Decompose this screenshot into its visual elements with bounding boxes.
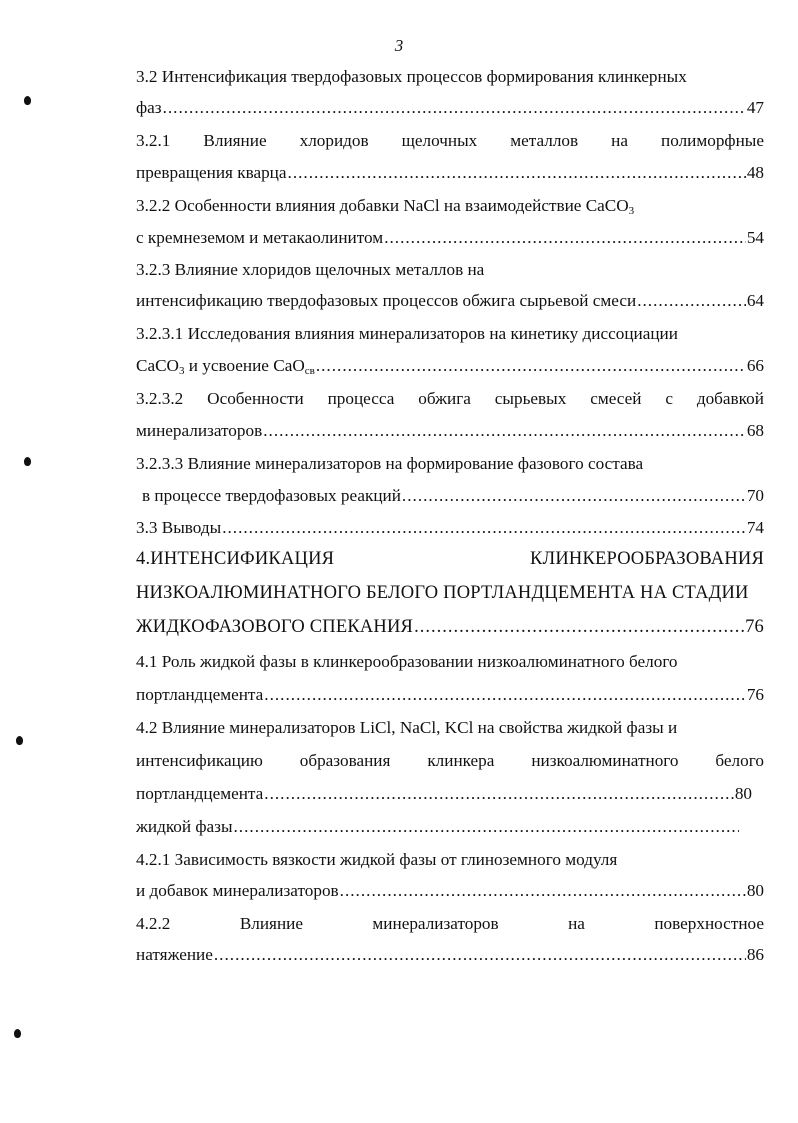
toc-page-number: 74 [746,518,764,537]
toc-entry-4-title [136,548,764,570]
toc-entry-3-2-3-2-title [136,388,764,410]
toc-entry-title: и добавок минерализаторов [136,881,339,900]
toc-page-number: 76 [745,617,764,637]
toc-entry-4-2-2 [136,944,764,966]
toc-word: 4.2.2 [136,914,171,933]
toc-page-number: 86 [746,945,764,964]
toc-entry-title: жидкой фазы [136,817,233,836]
toc-word: добавкой [696,389,764,408]
toc-entry-title: интенсификацию твердофазовых процессов обжига сырьевой смеси [136,291,637,310]
toc-entry-title: 3.3 Выводы [136,518,222,537]
dot-leader [234,816,740,838]
toc-word: 3.2.1 [136,131,171,150]
toc-word: обжига [418,389,471,408]
margin-speck [14,1029,21,1038]
toc-entry-3-2-2 [136,227,764,249]
toc-page-number: 64 [746,291,764,310]
toc-page-number: 54 [746,228,764,247]
toc-entry-title: в процессе твердофазовых реакций [142,486,401,505]
dot-leader [263,420,746,442]
toc-word: полиморфные [661,131,764,150]
toc-entry-3-2-3 [136,290,764,312]
toc-entry-4-2-1 [136,880,764,902]
toc-entry-4-1 [136,684,764,706]
dot-leader [288,162,746,184]
toc-entry-4-2-2-title [136,913,764,935]
toc-word: щелочных [401,131,478,150]
subscript: 3 [628,205,635,217]
toc-word: хлоридов [299,131,369,150]
toc-word: на [611,131,628,150]
toc-word: клинкера [427,751,495,770]
dot-leader [402,485,746,507]
toc-word: низкоалюминатного [531,751,679,770]
toc-entry-title: минерализаторов [136,421,263,440]
toc-word: металлов [510,131,579,150]
toc-word: 4.ИНТЕНСИФИКАЦИЯ [136,549,335,569]
toc-word: сырьевых [494,389,567,408]
toc-entry-3-2-3-title: 3.2.3 Влияние хлоридов щелочных металлов на [136,260,485,279]
toc-word: образования [299,751,391,770]
toc-page-number: 80 [746,881,764,900]
toc-page-number: 70 [746,486,764,505]
toc-page-number: 48 [746,163,764,182]
toc-page-number: 68 [746,421,764,440]
toc-entry-3-2 [136,97,764,119]
toc-entry-3-2-title: 3.2 Интенсификация твердофазовых процессов формирования клинкерных [136,67,687,86]
toc-entry-4-1-title: 4.1 Роль жидкой фазы в клинкерообразовании низкоалюминатного белого [136,652,678,671]
dot-leader [163,97,746,119]
toc-entry-3-2-3-1 [136,355,764,377]
toc-entry-4-2 [136,783,752,805]
toc-entry-3-2-1-title [136,130,764,152]
margin-speck [16,736,23,745]
dot-leader [414,616,744,638]
subscript: 3 [178,365,185,377]
toc-entry-4-2-title-2 [136,750,764,772]
toc-entry-3-2-3-3 [142,485,764,507]
margin-speck [24,96,31,105]
toc-entry-4-title-2: НИЗКОАЛЮМИНАТНОГО БЕЛОГО ПОРТЛАНДЦЕМЕНТА НА СТАДИИ [136,583,749,603]
dot-leader [264,684,746,706]
page-number: 3 [394,36,404,55]
toc-word: белого [715,751,764,770]
toc-page-number: 80 [734,784,752,803]
toc-page-number: 66 [746,356,764,375]
toc-word: с [665,389,673,408]
toc-entry-3-2-2-title [136,195,764,217]
toc-text: и усвоение CaO [184,356,305,375]
toc-word: минерализаторов [372,914,499,933]
toc-word: на [568,914,585,933]
toc-text: 3.2.2 Особенности влияния добавки NaCl на взаимодействие CaCO [136,196,629,215]
toc-entry-3-3 [136,517,764,539]
toc-entry-4-2-cont [136,816,740,838]
toc-entry-4-2-title: 4.2 Влияние минерализаторов LiCl, NaCl, KCl на свойства жидкой фазы и [136,718,678,737]
toc-word: Влияние [203,131,267,150]
toc-word: Особенности [207,389,304,408]
dot-leader [316,355,746,377]
toc-word: Влияние [239,914,303,933]
toc-entry-3-2-3-3-title: 3.2.3.3 Влияние минерализаторов на формирование фазового состава [136,454,644,473]
dot-leader [264,783,734,805]
toc-entry-title: ЖИДКОФАЗОВОГО СПЕКАНИЯ [136,617,414,637]
toc-entry-title: портландцемента [136,784,264,803]
toc-word: процесса [327,389,395,408]
toc-entry-3-2-3-1-title: 3.2.3.1 Исследования влияния минерализаторов на кинетику диссоциации [136,324,678,343]
toc-entry-title: фаз [136,98,162,117]
subscript: св [304,365,315,377]
toc-page-number: 76 [746,685,764,704]
dot-leader [637,290,746,312]
dot-leader [340,880,746,902]
toc-entry-4-2-1-title: 4.2.1 Зависимость вязкости жидкой фазы от глиноземного модуля [136,850,618,869]
dot-leader [222,517,746,539]
toc-entry-title: портландцемента [136,685,264,704]
toc-word: 3.2.3.2 [136,389,184,408]
toc-entry-title: превращения кварца [136,163,287,182]
toc-entry-3-2-3-2 [136,420,764,442]
dot-leader [384,227,746,249]
toc-text: CaCO [136,356,179,375]
toc-entry-title: натяжение [136,945,213,964]
toc-word: поверхностное [654,914,764,933]
dot-leader [214,944,746,966]
toc-word: КЛИНКЕРООБРАЗОВАНИЯ [530,549,764,569]
toc-entry-4 [136,616,764,638]
toc-entry-3-2-1 [136,162,764,184]
toc-entry-title: с кремнеземом и метакаолинитом [136,228,384,247]
toc-word: смесей [590,389,642,408]
margin-speck [24,457,31,466]
toc-entry-title [136,355,315,377]
toc-page-number: 47 [746,98,764,117]
toc-word: интенсификацию [136,751,263,770]
